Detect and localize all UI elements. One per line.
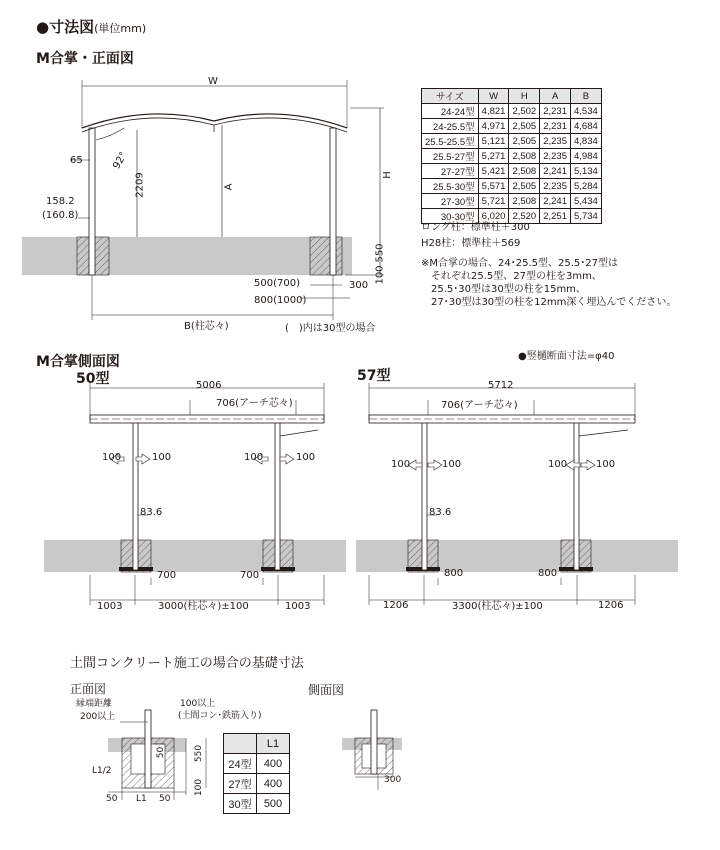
dim-h: H [381,171,393,179]
table-cell: 27型 [224,774,257,794]
foundation-bottom-l1: L1 [136,794,147,804]
table-cell: 2,235 [540,134,571,149]
table-cell: 2,508 [509,149,540,164]
table-cell: 5,284 [571,179,602,194]
dim-2209: 2209 [134,172,146,198]
dim-158-2: 158.2 [46,196,75,207]
side57-right-out: 100 [596,459,616,470]
foundation-side-post [371,710,377,774]
table-row [224,774,290,794]
table-cell: 4,684 [571,119,602,134]
side50-edge-left: 1003 [97,601,123,612]
side57-right-in: 100 [548,459,568,470]
table-cell: 5,421 [478,164,509,179]
model-50-label: 50型 [76,371,110,387]
table-cell: 30-30型 [422,209,479,224]
side50-center: 3000(柱芯々)±100 [158,601,249,612]
side50-foot-left: 700 [157,570,177,581]
side57-center: 3300(柱芯々)±100 [452,601,543,612]
table-cell: 27-30型 [422,194,479,209]
side50-total: 5006 [196,380,222,391]
foundation-side-label: 側面図 [308,683,345,697]
side57-total: 5712 [488,380,514,391]
gutter-note: ●竪樋断面寸法=φ40 [518,351,615,362]
table-row [224,754,290,774]
dim-800: 800(1000) [254,295,307,306]
spec-header-b: B [571,89,602,104]
paren-note: ( )内は30型の場合 [285,323,376,334]
table-cell: 5,734 [571,209,602,224]
dim-500: 500(700) [254,278,300,289]
foundation-bottom-50a: 50 [106,794,118,804]
table-cell: 2,241 [540,164,571,179]
l1-header-empty [224,734,257,754]
side57-edge-left: 1206 [383,600,409,611]
foundation-min100: 100以上 [180,699,216,709]
table-cell: 27-27型 [422,164,479,179]
l1-table-header [224,734,290,754]
side57-edge-right: 1206 [598,600,624,611]
table-cell: 2,505 [509,179,540,194]
dim-w: W [208,76,218,87]
l1-header: L1 [257,734,290,754]
table-cell: 30型 [224,794,257,814]
side50-foot-right: 700 [240,570,260,581]
note-remark-1: ※M合掌の場合、24･25.5型、25.5･27型は [421,258,618,269]
table-cell: 2,508 [509,164,540,179]
side57-foot-left: 800 [444,568,464,579]
dim-300-front: 300 [349,280,369,291]
side57-foot-right: 800 [538,568,558,579]
table-cell: 5,134 [571,164,602,179]
dim-65: 65 [70,155,83,166]
side57-arch: 706(アーチ芯々) [441,400,518,411]
note-remark-4: 27･30型は30型の柱を12mm深く埋込んでください。 [421,297,677,308]
table-cell: 4,971 [478,119,509,134]
table-cell: 4,821 [478,104,509,119]
table-cell: 500 [257,794,290,814]
spec-header-size: サイズ [422,89,479,104]
foundation-dim-50: 50 [156,746,167,759]
side50-left-in: 100 [102,452,122,463]
note-long-post: ロング柱：標準柱＋300 [421,222,530,233]
foundation-front-label: 正面図 [70,682,107,696]
table-cell: 2,508 [509,194,540,209]
side57-left-out: 100 [442,459,462,470]
table-cell: 25.5-25.5型 [422,134,479,149]
dim-a: A [223,183,235,191]
unit-note: (単位mm) [94,22,147,35]
spec-header-a: A [540,89,571,104]
table-cell: 24-24型 [422,104,479,119]
table-cell: 5,571 [478,179,509,194]
dim-b: B(柱芯々) [184,321,229,332]
foundation-heading: 土間コンクリート施工の場合の基礎寸法 [70,656,304,671]
table-cell: 6,020 [478,209,509,224]
table-cell: 4,984 [571,149,602,164]
table-cell: 2,502 [509,104,540,119]
table-cell: 4,534 [571,104,602,119]
table-cell: 2,241 [540,194,571,209]
l1-table [223,733,290,814]
table-cell: 5,721 [478,194,509,209]
foundation-dim-100: 100 [194,778,205,797]
spec-header-h: H [509,89,540,104]
table-row [224,794,290,814]
side50-right-out: 100 [296,452,316,463]
side50-left-out: 100 [152,452,172,463]
dim-160-8: (160.8) [42,210,79,221]
note-h28-post: H28柱：標準柱＋569 [421,238,521,249]
table-cell: 2,505 [509,134,540,149]
side50-edge-right: 1003 [285,601,311,612]
side57-83-6: 83.6 [429,507,452,518]
table-cell: 24型 [224,754,257,774]
table-cell: 2,235 [540,179,571,194]
table-cell: 2,505 [509,119,540,134]
table-cell: 25.5-27型 [422,149,479,164]
table-cell: 5,271 [478,149,509,164]
table-cell: 2,231 [540,119,571,134]
note-remark-3: 25.5･30型は30型の柱を15mm、 [421,284,586,295]
side50-83-6: 83.6 [140,507,163,518]
note-remark-2: それぞれ25.5型、27型の柱を3mm、 [421,271,602,282]
front-view-heading: M合掌・正面図 [36,51,134,67]
dim-100-front: 100 [374,265,386,285]
table-cell: 2,520 [509,209,540,224]
foundation-side-300: 300 [384,775,402,785]
side57-left-in: 100 [391,459,411,470]
table-cell: 24-25.5型 [422,119,479,134]
table-cell: 5,121 [478,134,509,149]
table-cell: 400 [257,754,290,774]
foundation-min100-sub: (土間コン･鉄筋入り) [178,711,262,721]
side-view-heading: M合掌側面図 [36,354,120,370]
foundation-dim-550: 550 [194,744,205,763]
table-cell: 4,834 [571,134,602,149]
dim-550-front: 550 [374,243,386,263]
table-cell: 5,434 [571,194,602,209]
foundation-front-post [145,710,151,788]
side50-right-in: 100 [244,452,264,463]
table-cell: 2,231 [540,104,571,119]
spec-header-w: W [478,89,509,104]
table-cell: 400 [257,774,290,794]
table-cell: 2,251 [540,209,571,224]
foundation-l1-half: L1/2 [92,766,112,776]
side50-arch: 706(アーチ芯々) [216,398,293,409]
table-cell: 2,235 [540,149,571,164]
foundation-edge-dist: 縁端距離 [76,699,113,709]
dim-angle: 92° [111,150,130,172]
foundation-bottom-50b: 50 [159,794,171,804]
model-57-label: 57型 [357,368,391,384]
foundation-edge-200: 200以上 [80,712,116,722]
section-title-text: ●寸法図 [36,18,95,36]
table-cell: 25.5-30型 [422,179,479,194]
